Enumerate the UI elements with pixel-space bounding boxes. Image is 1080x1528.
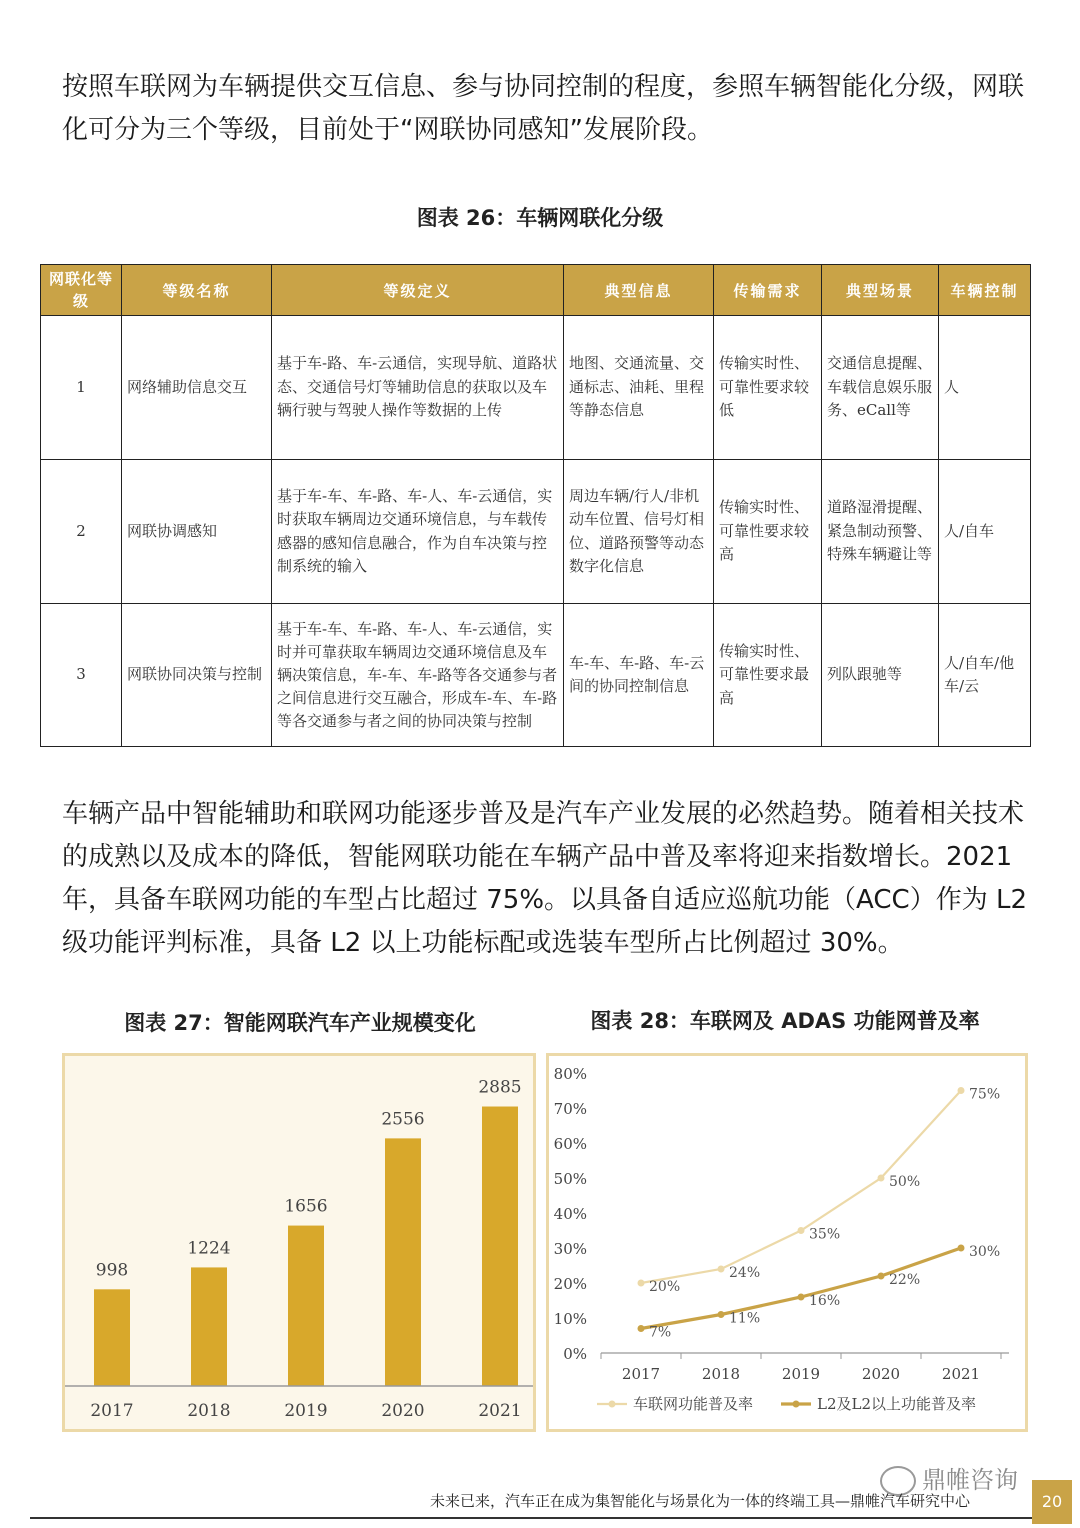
bar-chart-frame (62, 1053, 536, 1432)
x-tick-label: 2021 (941, 1365, 981, 1383)
page-number: 20 (1032, 1480, 1072, 1524)
bar-chart (65, 1056, 533, 1429)
header-info: 典型信息 (564, 265, 714, 316)
y-tick-label: 40% (553, 1205, 587, 1223)
point-label: 20% (649, 1279, 681, 1295)
footer-divider (30, 1517, 1040, 1519)
table-header-row (41, 265, 1031, 316)
legend-label: 车联网功能普及率 (633, 1395, 754, 1413)
data-point (718, 1311, 725, 1318)
header-name: 等级名称 (122, 265, 272, 316)
point-label: 16% (809, 1293, 841, 1309)
x-tick-label: 2020 (381, 1401, 425, 1421)
cell-name: 网络辅助信息交互 (122, 316, 272, 460)
y-tick-label: 80% (553, 1065, 587, 1083)
x-tick-label: 2019 (781, 1365, 821, 1383)
fig28-title: 图表 28：车联网及 ADAS 功能网普及率 (590, 1009, 980, 1033)
body-line-4: 级功能评判标准，具备 L2 以上功能标配或选装车型所占比例超过 30%。 (62, 928, 904, 958)
legend-swatch-marker (793, 1401, 800, 1408)
y-tick-label: 0% (563, 1345, 587, 1363)
intro-paragraph (62, 66, 1025, 152)
watermark-text: 鼎帷咨询 (922, 1466, 1018, 1494)
table-row (41, 460, 1031, 604)
bar-data-label: 1656 (284, 1196, 328, 1217)
x-tick-label: 2019 (284, 1401, 328, 1421)
data-point (878, 1175, 885, 1182)
x-tick-label: 2020 (861, 1365, 901, 1383)
point-label: 75% (969, 1086, 1001, 1103)
cell-transmission: 传输实时性、可靠性要求最高 (714, 604, 822, 747)
data-point (638, 1280, 645, 1287)
y-tick-label: 70% (553, 1100, 587, 1118)
bar-data-label: 998 (95, 1260, 129, 1281)
cell-transmission: 传输实时性、可靠性要求较低 (714, 316, 822, 460)
cell-control: 人/自车 (939, 460, 1031, 604)
point-label: 7% (649, 1324, 672, 1341)
cell-level: 3 (41, 604, 122, 747)
x-tick-label: 2017 (621, 1365, 661, 1383)
x-tick-label: 2017 (90, 1401, 134, 1421)
data-point (638, 1325, 645, 1332)
x-tick-label: 2018 (701, 1365, 741, 1383)
cell-control: 人/自车/他车/云 (939, 604, 1031, 747)
y-tick-label: 50% (553, 1170, 587, 1188)
cell-info: 周边车辆/行人/非机动车位置、信号灯相位、道路预警等动态数字化信息 (564, 460, 714, 604)
data-point (958, 1245, 965, 1252)
bar-data-label: 2885 (478, 1077, 522, 1098)
bar (482, 1107, 518, 1386)
body-line-2: 的成熟以及成本的降低，智能网联功能在车辆产品中普及率将迎来指数增长。2021 (62, 842, 1013, 872)
grade-table (40, 264, 1031, 747)
header-level: 网联化等级 (41, 265, 122, 316)
cell-level: 1 (41, 316, 122, 460)
cell-info: 地图、交通流量、交通标志、油耗、里程等静态信息 (564, 316, 714, 460)
cell-scenario: 交通信息提醒、车载信息娱乐服务、eCall等 (822, 316, 939, 460)
cell-name: 网联协同决策与控制 (122, 604, 272, 747)
intro-line-1: 按照车联网为车辆提供交互信息、参与协同控制的程度，参照车辆智能化分级，网联 (62, 72, 1025, 102)
table-row (41, 604, 1031, 747)
bar-data-label: 2556 (381, 1109, 425, 1130)
fig27-title: 图表 27：智能网联汽车产业规模变化 (124, 1011, 476, 1035)
cell-definition: 基于车-路、车-云通信，实现导航、道路状态、交通信号灯等辅助信息的获取以及车辆行驶与驾驶人操作等数据的上传 (272, 316, 564, 460)
data-point (798, 1227, 805, 1234)
y-tick-label: 10% (553, 1310, 587, 1328)
y-tick-label: 30% (553, 1240, 587, 1258)
intro-line-2: 化可分为三个等级，目前处于“网联协同感知”发展阶段。 (62, 115, 713, 145)
data-point (798, 1294, 805, 1301)
y-tick-label: 60% (553, 1135, 587, 1153)
x-tick-label: 2021 (478, 1401, 522, 1421)
bar-data-label: 1224 (187, 1238, 231, 1259)
line-chart-frame (546, 1053, 1028, 1432)
data-point (958, 1087, 965, 1094)
point-label: 50% (889, 1174, 921, 1190)
cell-scenario: 列队跟驰等 (822, 604, 939, 747)
legend-swatch-marker (609, 1401, 616, 1408)
bar (385, 1138, 421, 1386)
line-chart (549, 1056, 1025, 1429)
point-label: 11% (729, 1310, 761, 1327)
data-point (718, 1266, 725, 1273)
bar (94, 1289, 130, 1386)
bar (288, 1226, 324, 1386)
cell-name: 网联协调感知 (122, 460, 272, 604)
data-point (878, 1273, 885, 1280)
bar (191, 1267, 227, 1386)
point-label: 24% (729, 1265, 761, 1281)
cell-level: 2 (41, 460, 122, 604)
series-line (641, 1248, 961, 1329)
cell-control: 人 (939, 316, 1031, 460)
body-line-1: 车辆产品中智能辅助和联网功能逐步普及是汽车产业发展的必然趋势。随着相关技术 (62, 799, 1025, 829)
point-label: 35% (809, 1226, 841, 1243)
body-paragraph (62, 793, 1027, 965)
x-tick-label: 2018 (187, 1401, 231, 1421)
cell-scenario: 道路湿滑提醒、紧急制动预警、特殊车辆避让等 (822, 460, 939, 604)
header-definition: 等级定义 (272, 265, 564, 316)
y-tick-label: 20% (553, 1275, 587, 1293)
cell-definition: 基于车-车、车-路、车-人、车-云通信，实时并可靠获取车辆周边交通环境信息及车辆决策信息，车-车、车-路等各交通参与者之间信息进行交互融合，形成车-车、车-路等各交通参与者之间的协同决策与控制 (272, 604, 564, 747)
cell-transmission: 传输实时性、可靠性要求较高 (714, 460, 822, 604)
legend-label: L2及L2以上功能普及率 (817, 1395, 977, 1413)
cell-info: 车-车、车-路、车-云间的协同控制信息 (564, 604, 714, 747)
fig26-title: 图表 26：车辆网联化分级 (416, 206, 664, 230)
point-label: 22% (889, 1272, 921, 1288)
header-scenario: 典型场景 (822, 265, 939, 316)
body-line-3: 年，具备车联网功能的车型占比超过 75%。以具备自适应巡航功能（ACC）作为 L2 (62, 885, 1027, 915)
header-transmission: 传输需求 (714, 265, 822, 316)
point-label: 30% (969, 1244, 1001, 1260)
footer-text: 未来已来，汽车正在成为集智能化与场景化为一体的终端工具—鼎帷汽车研究中心 (430, 1492, 971, 1510)
header-control: 车辆控制 (939, 265, 1031, 316)
table-row (41, 316, 1031, 460)
cell-definition: 基于车-车、车-路、车-人、车-云通信，实时获取车辆周边交通环境信息，与车载传感器的感知信息融合，作为自车决策与控制系统的输入 (272, 460, 564, 604)
